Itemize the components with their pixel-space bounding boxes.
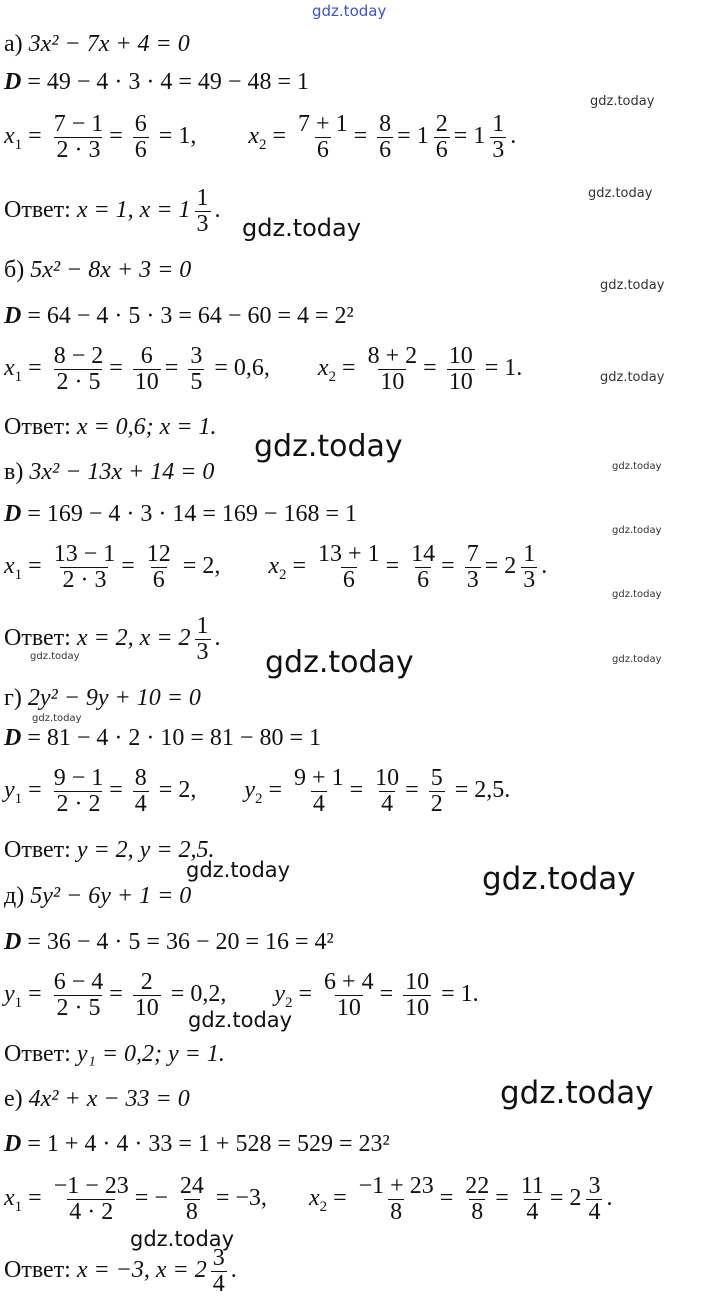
fraction: $\frac{1}{3}$ [196, 185, 209, 238]
task-c-answer: Ответ: x = 2, x = 2 $\frac{1}{3}$ . [4, 613, 221, 666]
watermark: gdz.today [590, 94, 655, 109]
fraction: $\frac{1}{3}$ [523, 541, 536, 594]
task-e-answer: Ответ: y₁ = 0,2; y = 1. [4, 1041, 225, 1067]
task-e-roots: $y_1$ = $\frac{6 - 4}{2 \cdot 5}$ = $\frac{2}{10}$ = 0,2, $y_2$ = $\frac{6 + 4}{10}$ = $\frac{10}{10}$ = 1. [4, 969, 479, 1022]
task-a-equation: 3x² − 7x + 4 = 0 [28, 31, 190, 57]
fraction: $\frac{13 - 1}{2 \cdot 3}$ [53, 541, 116, 594]
fraction: $\frac{5}{2}$ [430, 765, 443, 818]
fraction: $\frac{6 + 4}{10}$ [324, 969, 374, 1022]
fraction: $\frac{-1 + 23}{8}$ [358, 1173, 434, 1226]
watermark: gdz.today [130, 1227, 235, 1251]
fraction: $\frac{7}{3}$ [466, 541, 479, 594]
task-c-discriminant: D = 169 − 4 · 3 · 14 = 169 − 168 = 1 [4, 501, 358, 527]
fraction: $\frac{12}{6}$ [146, 541, 171, 594]
fraction: $\frac{1}{3}$ [492, 111, 505, 164]
fraction: $\frac{9 - 1}{2 \cdot 2}$ [53, 765, 104, 818]
task-e-header: д) 5y² − 6y + 1 = 0 [4, 883, 192, 909]
fraction: $\frac{9 + 1}{4}$ [294, 765, 344, 818]
task-b-roots: $x_1$ = $\frac{8 - 2}{2 \cdot 5}$ = $\frac{6}{10}$ = $\frac{3}{5}$ = 0,6, $x_2$ = $\frac{8 + 2}{10}$ = $\frac{10}{10}$ = 1. [4, 343, 523, 396]
watermark: gdz.today [600, 370, 665, 385]
task-b-equation: 5x² − 8x + 3 = 0 [30, 257, 192, 283]
task-f-roots: $x_1$ = $\frac{-1 - 23}{4 \cdot 2}$ = − $\frac{24}{8}$ = −3, $x_2$ = $\frac{-1 + 23}{8}$ = $\frac{22}{8}$ = $\frac{11}{4}$ = 2 $\frac{3}{4}$ . [4, 1173, 613, 1226]
fraction: $\frac{11}{4}$ [520, 1173, 544, 1226]
watermark: gdz.today [242, 214, 361, 242]
fraction: $\frac{13 + 1}{6}$ [318, 541, 380, 594]
watermark-top: gdz.today [312, 2, 387, 20]
task-c-header: в) 3x² − 13x + 14 = 0 [4, 459, 215, 485]
task-f-equation: 4x² + x − 33 = 0 [28, 1086, 190, 1112]
watermark: gdz.today [188, 1008, 293, 1032]
watermark: gdz.today [32, 713, 82, 724]
fraction: $\frac{8 + 2}{10}$ [367, 343, 418, 396]
fraction: $\frac{3}{4}$ [588, 1173, 601, 1226]
watermark: gdz.today [600, 278, 665, 293]
watermark: gdz.today [265, 645, 414, 680]
fraction: $\frac{7 - 1}{2 \cdot 3}$ [53, 111, 104, 164]
fraction: $\frac{10}{4}$ [375, 765, 400, 818]
task-a-answer: Ответ: x = 1, x = 1 $\frac{1}{3}$ . [4, 185, 221, 238]
task-a-discriminant: D = 49 − 4 · 3 · 4 = 49 − 48 = 1 [4, 69, 310, 95]
task-d-equation: 2y² − 9y + 10 = 0 [27, 685, 201, 711]
watermark: gdz.today [482, 861, 636, 897]
fraction: $\frac{2}{6}$ [435, 111, 448, 164]
task-a-roots: $x_1$ = $\frac{7 - 1}{2 \cdot 3}$ = $\frac{6}{6}$ = 1, $x_2$ = $\frac{7 + 1}{6}$ = $\frac{8}{6}$ = 1 $\frac{2}{6}$ = 1 $\frac{1}{3}$ . [4, 111, 517, 164]
watermark: gdz.today [612, 654, 662, 665]
watermark: gdz.today [500, 1075, 654, 1111]
watermark: gdz.today [588, 186, 653, 201]
fraction: $\frac{8}{6}$ [379, 111, 392, 164]
fraction: $\frac{1}{3}$ [196, 613, 209, 666]
fraction: $\frac{3}{5}$ [190, 343, 203, 396]
fraction: $\frac{10}{10}$ [448, 343, 473, 396]
watermark: gdz.today [186, 858, 291, 882]
task-b-header: б) 5x² − 8x + 3 = 0 [4, 257, 192, 283]
fraction: $\frac{8 - 2}{2 \cdot 5}$ [53, 343, 104, 396]
task-c-roots: $x_1$ = $\frac{13 - 1}{2 \cdot 3}$ = $\frac{12}{6}$ = 2, $x_2$ = $\frac{13 + 1}{6}$ = $\frac{14}{6}$ = $\frac{7}{3}$ = 2 $\frac{1}{3}$ . [4, 541, 548, 594]
task-f-header: е) 4x² + x − 33 = 0 [4, 1086, 190, 1112]
fraction: $\frac{3}{4}$ [212, 1245, 225, 1298]
watermark: gdz.today [612, 461, 662, 472]
task-a-header: а) 3x² − 7x + 4 = 0 [4, 31, 190, 57]
fraction: $\frac{10}{10}$ [405, 969, 430, 1022]
watermark: gdz.today [612, 525, 662, 536]
task-b-answer: Ответ: x = 0,6; x = 1. [4, 414, 217, 440]
fraction: $\frac{14}{6}$ [411, 541, 436, 594]
watermark: gdz.today [254, 429, 403, 464]
task-e-discriminant: D = 36 − 4 · 5 = 36 − 20 = 16 = 4² [4, 929, 334, 955]
fraction: $\frac{7 + 1}{6}$ [298, 111, 348, 164]
fraction: $\frac{2}{10}$ [134, 969, 159, 1022]
fraction: $\frac{22}{8}$ [465, 1173, 490, 1226]
fraction: $\frac{6 - 4}{2 \cdot 5}$ [53, 969, 104, 1022]
task-c-equation: 3x² − 13x + 14 = 0 [29, 459, 215, 485]
task-d-roots: $y_1$ = $\frac{9 - 1}{2 \cdot 2}$ = $\frac{8}{4}$ = 2, $y_2$ = $\frac{9 + 1}{4}$ = $\frac{10}{4}$ = $\frac{5}{2}$ = 2,5. [4, 765, 511, 818]
task-b-discriminant: D = 64 − 4 · 5 · 3 = 64 − 60 = 4 = 2² [4, 303, 354, 329]
task-e-equation: 5y² − 6y + 1 = 0 [30, 883, 192, 909]
fraction: $\frac{6}{10}$ [134, 343, 159, 396]
task-f-discriminant: D = 1 + 4 · 4 · 33 = 1 + 528 = 529 = 23² [4, 1131, 390, 1157]
task-d-answer: Ответ: y = 2, y = 2,5. [4, 837, 215, 863]
fraction: $\frac{6}{6}$ [134, 111, 147, 164]
fraction: $\frac{-1 - 23}{4 \cdot 2}$ [53, 1173, 129, 1226]
watermark: gdz.today [612, 589, 662, 600]
task-f-answer: Ответ: x = −3, x = 2 $\frac{3}{4}$ . [4, 1245, 237, 1298]
fraction: $\frac{24}{8}$ [179, 1173, 204, 1226]
watermark: gdz.today [30, 651, 80, 662]
task-d-header: г) 2y² − 9y + 10 = 0 [4, 685, 201, 711]
fraction: $\frac{8}{4}$ [134, 765, 147, 818]
task-d-discriminant: D = 81 − 4 · 2 · 10 = 81 − 80 = 1 [4, 725, 322, 751]
